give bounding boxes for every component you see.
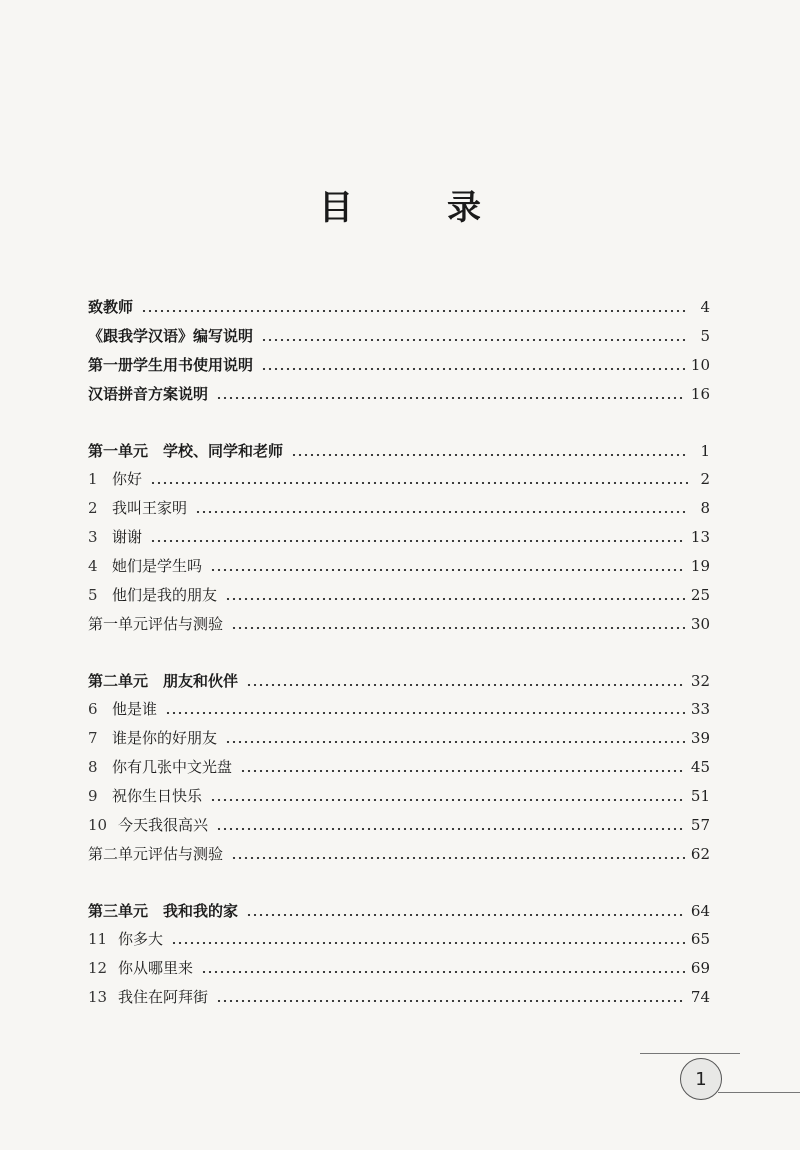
dot-leader xyxy=(171,942,685,944)
toc-entry[interactable] xyxy=(88,779,710,805)
toc-page-number: 39 xyxy=(690,729,710,747)
toc-entry-title: 谢谢 xyxy=(112,528,143,546)
toc-entry-title: 致教师 xyxy=(88,298,134,316)
toc-lesson-number: 11 xyxy=(88,930,108,948)
toc-lesson-number: 1 xyxy=(88,470,98,488)
dot-leader xyxy=(141,310,688,312)
toc-entry-title: 祝你生日快乐 xyxy=(112,787,203,805)
toc-entry[interactable] xyxy=(88,549,710,575)
toc-lesson-number: 7 xyxy=(88,729,98,747)
toc-entry-title: 你多大 xyxy=(118,930,164,948)
toc-entry[interactable] xyxy=(88,808,710,834)
toc-entry[interactable] xyxy=(88,664,710,690)
dot-leader xyxy=(201,971,685,973)
toc-entry-title: 你有几张中文光盘 xyxy=(112,758,233,776)
toc-entry[interactable] xyxy=(88,721,710,747)
toc-page-number: 16 xyxy=(690,385,710,403)
toc-entry-title: 第一单元 学校、同学和老师 xyxy=(88,442,284,460)
toc-page-number: 45 xyxy=(690,758,710,776)
dot-leader xyxy=(261,368,685,370)
toc-page-number: 62 xyxy=(690,845,710,863)
toc-page-number: 2 xyxy=(700,470,710,488)
toc-entry[interactable] xyxy=(88,607,710,633)
toc-entry[interactable] xyxy=(88,434,710,460)
dot-leader xyxy=(165,712,685,714)
toc-lesson-number: 2 xyxy=(88,499,98,517)
toc-entry-title: 我住在阿拜街 xyxy=(118,988,209,1006)
toc-entry-title: 第一册学生用书使用说明 xyxy=(88,356,254,374)
dot-leader xyxy=(291,454,688,456)
toc-lesson-number: 12 xyxy=(88,959,108,977)
toc-lesson-number: 4 xyxy=(88,557,98,575)
toc-page-number: 19 xyxy=(690,557,710,575)
dot-leader xyxy=(210,569,685,571)
toc-lesson-number: 3 xyxy=(88,528,98,546)
toc-page-number: 1 xyxy=(700,442,710,460)
footer-rule-lower xyxy=(718,1092,800,1093)
toc-entry[interactable] xyxy=(88,837,710,863)
dot-leader xyxy=(216,397,685,399)
dot-leader xyxy=(195,511,688,513)
toc-page-number: 51 xyxy=(690,787,710,805)
toc-lesson-number: 9 xyxy=(88,787,98,805)
toc-entry-title: 汉语拼音方案说明 xyxy=(88,385,209,403)
toc-lesson-number: 6 xyxy=(88,700,98,718)
toc-entry[interactable] xyxy=(88,491,710,517)
toc-entry-title: 第三单元 我和我的家 xyxy=(88,902,239,920)
dot-leader xyxy=(246,684,685,686)
toc-page-number: 10 xyxy=(690,356,710,374)
toc-page-number: 69 xyxy=(690,959,710,977)
dot-leader xyxy=(246,914,685,916)
toc-page-number: 32 xyxy=(690,672,710,690)
toc-page-number: 4 xyxy=(700,298,710,316)
dot-leader xyxy=(150,482,688,484)
toc-lesson-number: 8 xyxy=(88,758,98,776)
dot-leader xyxy=(150,540,685,542)
toc-lesson-number: 5 xyxy=(88,586,98,604)
toc-lesson-number: 10 xyxy=(88,816,108,834)
toc-entry-title: 她们是学生吗 xyxy=(112,557,203,575)
dot-leader xyxy=(216,828,685,830)
toc-page-number: 33 xyxy=(690,700,710,718)
toc-entry-title: 你好 xyxy=(112,470,143,488)
toc-page-number: 65 xyxy=(690,930,710,948)
toc-entry[interactable] xyxy=(88,951,710,977)
toc-entry[interactable] xyxy=(88,348,710,374)
dot-leader xyxy=(216,1000,685,1002)
page-number: 1 xyxy=(695,1068,707,1090)
toc-page-number: 57 xyxy=(690,816,710,834)
toc-page-number: 25 xyxy=(690,586,710,604)
dot-leader xyxy=(231,627,685,629)
page-title: 目 录 xyxy=(319,188,511,228)
toc-entry-title: 今天我很高兴 xyxy=(118,816,209,834)
toc-entry[interactable] xyxy=(88,692,710,718)
page-number-badge xyxy=(680,1058,722,1100)
footer-rule xyxy=(640,1053,740,1054)
toc-page-number: 74 xyxy=(690,988,710,1006)
toc-entry-title: 你从哪里来 xyxy=(118,959,194,977)
toc-entry-title: 他是谁 xyxy=(112,700,158,718)
toc-entry[interactable] xyxy=(88,578,710,604)
toc-page-number: 8 xyxy=(700,499,710,517)
toc-entry[interactable] xyxy=(88,377,710,403)
toc-entry[interactable] xyxy=(88,290,710,316)
toc-entry-title: 他们是我的朋友 xyxy=(112,586,218,604)
toc-lesson-number: 13 xyxy=(88,988,108,1006)
toc-entry[interactable] xyxy=(88,894,710,920)
toc-entry[interactable] xyxy=(88,980,710,1006)
toc-entry[interactable] xyxy=(88,319,710,345)
toc-page-number: 13 xyxy=(690,528,710,546)
toc-entry-title: 谁是你的好朋友 xyxy=(112,729,218,747)
toc-page-number: 5 xyxy=(700,327,710,345)
toc-page-number: 64 xyxy=(690,902,710,920)
toc-entry[interactable] xyxy=(88,922,710,948)
dot-leader xyxy=(261,339,688,341)
toc-entry-title: 《跟我学汉语》编写说明 xyxy=(88,327,254,345)
dot-leader xyxy=(240,770,685,772)
toc-entry[interactable] xyxy=(88,520,710,546)
toc-entry[interactable] xyxy=(88,462,710,488)
toc-entry-title: 我叫王家明 xyxy=(112,499,188,517)
dot-leader xyxy=(225,598,685,600)
toc-entry[interactable] xyxy=(88,750,710,776)
dot-leader xyxy=(225,741,685,743)
toc-entry-title: 第二单元 朋友和伙伴 xyxy=(88,672,239,690)
dot-leader xyxy=(210,799,685,801)
dot-leader xyxy=(231,857,685,859)
toc-page-number: 30 xyxy=(690,615,710,633)
toc-entry-title: 第一单元评估与测验 xyxy=(88,615,224,633)
toc-entry-title: 第二单元评估与测验 xyxy=(88,845,224,863)
